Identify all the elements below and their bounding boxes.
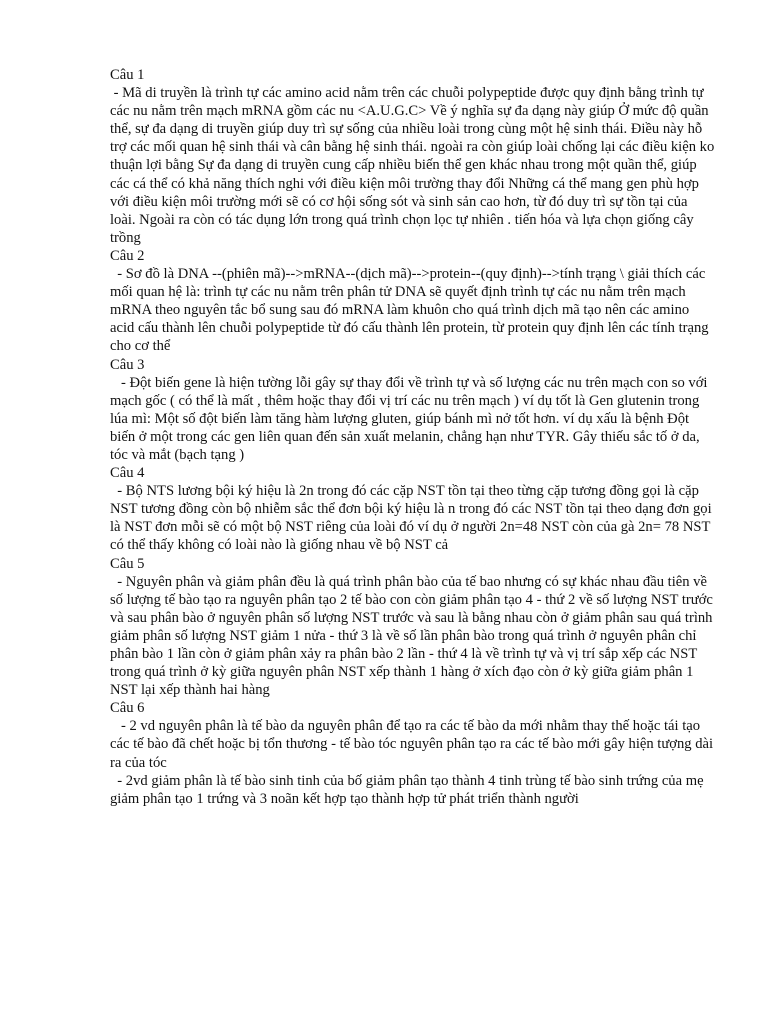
question-2-answer: - Sơ đồ là DNA --(phiên mã)-->mRNA--(dịch mã)-->protein--(quy định)-->tính trạng \ giải thích các mối quan hệ là: trình tự các nu nằm trên phân tử DNA sẽ quyết định trình tự các nu nằm trên mạch mRNA theo nguyên tắc bổ sung sau đó mRNA làm khuôn cho quá trình dịch mã tạo nên các amino acid cấu thành lên chuỗi polypeptide từ đó cấu thành lên protein, từ protein quy định lên các tính trạng cho cơ thể bbox=[110, 266, 713, 355]
document-page bbox=[110, 66, 716, 808]
question-4-heading: Câu 4 bbox=[110, 465, 145, 482]
question-2-heading: Câu 2 bbox=[110, 247, 145, 264]
question-1-heading: Câu 1 bbox=[110, 67, 145, 83]
question-5-answer: - Nguyên phân và giảm phân đều là quá trình phân bào của tế bao nhưng có sự khác nhau đầu tiên về số lượng tế bào tạo ra nguyên phân tạo 2 tế bào con còn giảm phân tạo 4 - thứ 2 về số lượng NST trước và sau phân bào ở nguyên phân số lượng NST trước và sau là bằng nhau còn ở giảm phân sau quá trình giảm phân số lượng NST giảm 1 nửa - thứ 3 là về số lần phân bào trong quá trình ở nguyên phân chỉ phân bào 1 lần còn ở giảm phân xảy ra phân bào 2 lần - thứ 4 là về trình tự và vị trí sắp xếp các NST trong quá trình ở kỳ giữa nguyên phân NST xếp thành 1 hàng ở xích đạo còn ở kỳ giữa giảm phân 1 NST lại xếp thành hai hàng bbox=[110, 573, 717, 699]
question-6-heading: Câu 6 bbox=[110, 700, 145, 717]
question-3-heading: Câu 3 bbox=[110, 356, 145, 373]
question-5-heading: Câu 5 bbox=[110, 555, 145, 572]
question-3-answer: - Đột biến gene là hiện tường lỗi gây sự thay đổi về trình tự và số lượng các nu trên mạch con so với mạch gốc ( có thể là mất , thêm hoặc thay đổi vị trí các nu trên mạch ) ví dụ tốt là Gen glutenin trong lúa mì: Một số đột biến làm tăng hàm lượng gluten, giúp bánh mì nở tốt hơn. ví dụ xấu là bệnh Đột biến ở một trong các gen liên quan đến sản xuất melanin, chẳng hạn như TYR. Gây thiếu sắc tố ở da, tóc và mắt (bạch tạng ) bbox=[110, 374, 712, 463]
question-1-answer: - Mã di truyền là trình tự các amino acid nằm trên các chuỗi polypeptide được quy định bằng trình tự các nu nằm trên mạch mRNA gồm các nu <A.U.G.C> Về ý nghĩa sự đa dạng này giúp Ở mức độ quần thể, sự đa dạng di truyền giúp duy trì sự sống của nhiều loài trong cùng một hệ sinh thái. Điều này hỗ trợ các mối quan hệ sinh thái và cân bằng hệ sinh thái. ngoài ra còn giúp loài chống lại các điều kiện ko thuận lợi bằng Sự đa dạng di truyền cung cấp nhiều biến thể gen khác nhau trong một quần thể, giúp các cá thể có khả năng thích nghi với điều kiện môi trường thay đổi Những cá thể mang gen phù hợp với điều kiện môi trường mới sẽ có cơ hội sống sót và sinh sản cao hơn, từ đó duy trì sự tồn tại của loài. Ngoài ra còn có tác dụng lớn trong quá trình chọn lọc tự nhiên . tiến hóa và lựa chọn giống cây trồng bbox=[110, 85, 718, 246]
question-6-answer-meiosis: - 2vd giảm phân là tế bào sinh tinh của bố giảm phân tạo thành 4 tinh trùng tế bào sinh trứng của mẹ giảm phân tạo 1 trứng và 3 noãn kết hợp tạo thành hợp tử phát triển thành người bbox=[110, 772, 708, 807]
question-4-answer: - Bộ NTS lương bội ký hiệu là 2n trong đó các cặp NST tồn tại theo từng cặp tương đồng gọi là cặp NST tương đồng còn bộ nhiễm sắc thể đơn bội ký hiệu là n trong đó các NST tồn tại theo dạng đơn gọi là NST đơn mỗi sẽ có một bộ NST riêng của loài đó ví dụ ở người 2n=48 NST còn của gà 2n= 78 NST có thể thấy không có loài nào là giống nhau về bộ NST cả bbox=[110, 483, 716, 554]
question-6-answer-mitosis: - 2 vd nguyên phân là tế bào da nguyên phân để tạo ra các tế bào da mới nhằm thay thế hoặc tái tạo các tế bào đã chết hoặc bị tổn thương - tế bào tóc nguyên phân tạo ra các tế bào mới gây hiện tượng dài ra của tóc bbox=[110, 718, 717, 771]
